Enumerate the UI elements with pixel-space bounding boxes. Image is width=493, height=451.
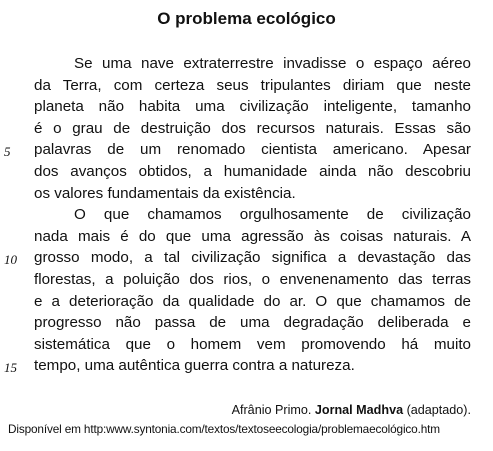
source-availability: Disponível em http:www.syntonia.com/textos/textoseecologia/problemaecológico.htm [8, 422, 440, 436]
text-line-13: progresso não passa de uma degradação deliberada e [34, 314, 471, 332]
text-line-6: dos avanços obtidos, a humanidade ainda não descobriu [34, 162, 471, 180]
text-line-7: os valores fundamentais da existência. [34, 184, 296, 202]
text-line-10: grosso modo, a tal civilização significa a devastação das [34, 249, 471, 267]
text-line-2: da Terra, com certeza seus tripulantes diriam que neste [34, 76, 471, 94]
source-author: Afrânio Primo. [231, 403, 312, 417]
text-line-5: palavras de um renomado cientista americano. Apesar [34, 141, 471, 159]
article-body [34, 53, 471, 377]
text-line-1: Se uma nave extraterrestre invadisse o espaço aéreo [74, 55, 471, 72]
line-number-10: 10 [4, 251, 17, 267]
line-number-15: 15 [4, 359, 17, 375]
source-journal: Jornal Madhva [314, 403, 404, 417]
text-line-15: tempo, uma autêntica guerra contra a natureza. [34, 357, 355, 375]
text-line-8: O que chamamos orgulhosamente de civilização [74, 206, 471, 224]
line-number-5: 5 [4, 143, 11, 159]
text-line-4: é o grau de destruição dos recursos naturais. Essas são [34, 119, 471, 137]
source-citation [232, 401, 471, 419]
source-note: (adaptado). [406, 403, 471, 417]
text-line-11: florestas, a poluição dos rios, o envenenamento das terras [34, 270, 471, 288]
text-line-14: sistemática que o homem vem promovendo há muito [34, 335, 471, 353]
text-line-3: planeta não habita uma civilização inteligente, tamanho [34, 98, 471, 116]
text-line-12: e a deterioração da qualidade do ar. O que chamamos de [34, 292, 471, 310]
document-title: O problema ecológico [157, 9, 336, 28]
text-line-9: nada mais é do que uma agressão às coisas naturais. A [34, 227, 471, 245]
